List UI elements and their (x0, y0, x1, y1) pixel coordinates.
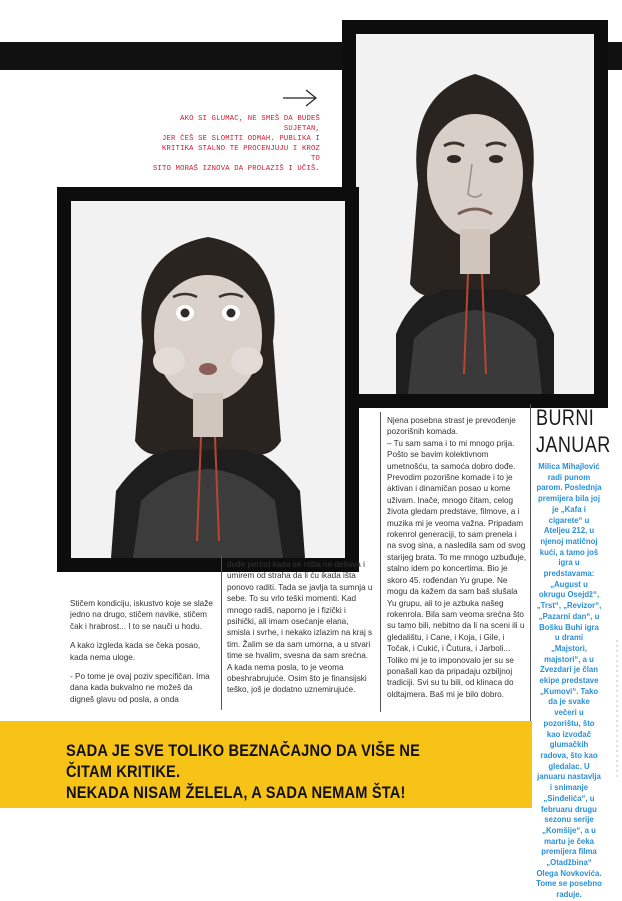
pullquote-line-2: NEKADA NISAM ŽELELA, A SADA NEMAM ŠTA! (66, 783, 406, 802)
paragraph: Stičem kondiciju, iskustvo koje se slaže jedno na drugo, stičem navike, stičem čak i hrabrost... I to se nauči u hodu. (70, 599, 213, 631)
paragraph: dođe period kada se ništa ne dešava i umirem od straha da li ću ikada išta ponovo raditi. Tada se javlja ta sumnja u sebe. To su vrlo teški momenti. Kad mnogo radiš, naporno je i fizički i psihički, ali imam osećanje elana, smisla i svrhe, i nekako izlazim na kraj s tim. Žalim se da sam umorna, a u stvari time se hvalim, svesna da sam srećna. A kada nema posla, to je veoma obeshrabrujuće. Osim što je finansijski teško, još je dodatno uznemirujuće. (227, 560, 373, 695)
article-column-2 (227, 559, 373, 696)
portrait-frowning-image (356, 34, 594, 394)
right-arrow-icon (282, 88, 318, 108)
pull-quote-red (150, 114, 320, 174)
portrait-puffed-image (71, 201, 345, 558)
quote-line: AKO SI GLUMAC, NE SMEŠ DA BUDEŠ SUJETAN, (180, 115, 320, 133)
page-folio-strip (613, 640, 621, 780)
quote-line: JER ĆEŠ SE SLOMITI ODMAH. PUBLIKA I (162, 135, 320, 143)
quote-line: SITO MORAŠ IZNOVA DA PROLAZIŠ I UČIŠ. (153, 165, 320, 173)
column-divider (221, 555, 222, 710)
sidebar-text: Milica Mihajlović radi punom parom. Poslednja premijera bila joj je „Kafa i cigarete“ u Ateljeu 212, u njenoj matičnoj kući, a tamo još igra u predstavama: „August u okrugu Osejdž“, „Trst“, „Revizor“, „Pazarni dan“, u Bošku Buhi igra u drami „Majstori, majstori“, a u Zvezdari je član ekipe predstave „Kumovi“. Tako da je svake večeri u pozorištu, što kao izvođač glumačkih radova, što kao gledalac. U januaru nastavlja i snimanje „Sinđelića“, u februaru drugu sezonu serije „Komšije“, a u martu je čeka premijera filma „Otadžbina“ Olega Novkovića. Tome se posebno raduje. (536, 462, 602, 900)
paragraph-intro: Njena posebna strast je prevođenje pozorišnih komada. (387, 416, 516, 437)
column-divider (530, 404, 531, 722)
pullquote-line-1: SADA JE SVE TOLIKO BEZNAČAJNO DA VIŠE NE ČITAM KRITIKE. (66, 741, 421, 781)
portrait-photo-puffed-cheeks (57, 187, 359, 572)
paragraph-question: A kako izgleda kada se čeka posao, kada nema uloge. (70, 641, 201, 662)
paragraph: – Tu sam sama i to mi mnogo prija. Pošto se bavim kolektivnom umetnošću, ta samoća dobro dođe. Prevodim pozorišne komade i to je aktivan i dinamičan posao u kome uživam. Inače, mnogo čitam, celog života gledam predstave, filmove, a i muzika mi je veoma važna. Pripadam rokenrol generaciji, to sam prenela i na svog sina, a nasledila sam od svog starijeg brata. To me mnogo uzbuđuje, stalno idem po koncertima. Bio je skoro 45. rođendan Yu grupe. Ne mogu da kažem da sam baš slušala Yu grupu, ali to je azbuka našeg rokenrola. Bila sam veoma srećna što su tamo bili, nebitno da li na sceni ili u gledalištu, i Cane, i Koja, i Gile, i Točak, i Cukić, i Čutura, i Jarboli... Toliko mi je to imponovalo jer su se ponašali kao da pripadaju ozbiljnoj tradiciji. Svi su tu bili, od klinaca do oldtajmera. Baš mi je bilo dobro. (387, 438, 527, 699)
article-column-3 (387, 415, 527, 700)
paragraph: - Po tome je ovaj poziv specifičan. Ima dana kada bukvalno ne možeš da digneš glavu od posla, a onda (70, 672, 210, 704)
pullquote-text (66, 740, 470, 803)
portrait-photo-frowning (342, 20, 608, 408)
quote-line: KRITIKA STALNO TE PROCENJUJU I KROZ TO (162, 145, 320, 163)
article-column-1 (70, 598, 214, 705)
column-divider (380, 412, 381, 712)
sidebar-title: BURNI JANUAR (536, 405, 611, 457)
